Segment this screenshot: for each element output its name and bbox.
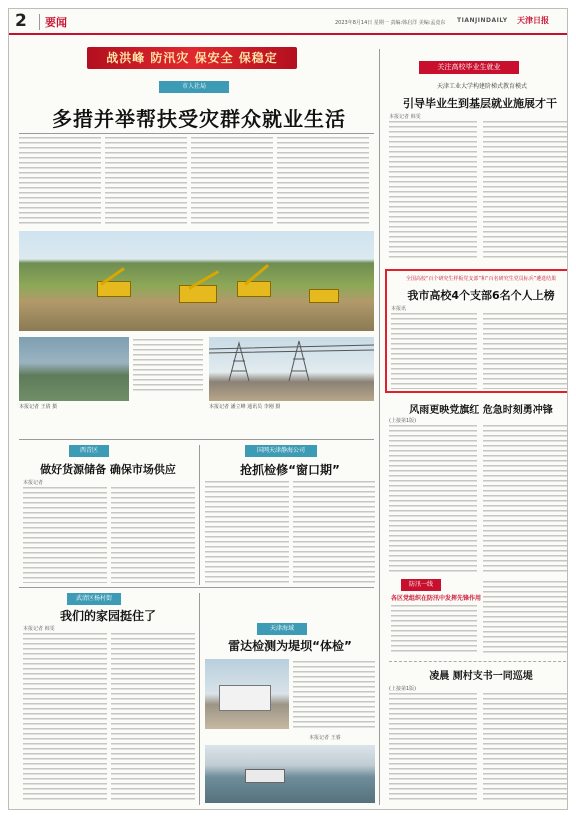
slogan-text: 战洪峰 防汛灾 保安全 保稳定 [106, 51, 278, 65]
power-tower-photo [209, 337, 374, 401]
page-header [9, 9, 568, 35]
story-body [23, 487, 107, 583]
tower-icon [209, 337, 374, 401]
lead-body-col-1 [19, 137, 101, 225]
vehicle-shape [245, 769, 285, 783]
story-body [293, 481, 375, 583]
story-body [205, 481, 289, 583]
story-body [483, 581, 568, 655]
lead-kicker: 市人社局 [159, 81, 229, 93]
excavator-shape [309, 289, 339, 303]
riverbank-photo [205, 745, 375, 803]
slogan-banner [87, 47, 297, 69]
excavator-shape [179, 285, 217, 303]
newspaper-logo: 天津日报 [517, 15, 549, 25]
column-rule [379, 49, 380, 805]
brand-name: TIANJINDAILY [457, 17, 508, 24]
story-headline: 做好货源储备 确保市场供应 [40, 463, 176, 476]
story-kicker: 天津海域 [257, 623, 307, 635]
story-headline: 我们的家园挺住了 [59, 609, 156, 623]
story-headline: 凌晨 厕村支书一同巡堤 [429, 671, 533, 682]
story-byline: (上接第1版) [389, 686, 417, 692]
story-byline: 本报记者 王睿 [309, 735, 341, 741]
story-headline: 各区党组织在防汛中发挥先锋作用 [391, 595, 482, 602]
photo-text [133, 339, 203, 391]
photo-caption-right: 本报记者 潘立峰 通讯员 李刚 摄 [209, 404, 281, 410]
radar-van-photo [205, 659, 289, 729]
column-rule [199, 593, 200, 805]
story-kicker: 防汛一线 [401, 579, 441, 591]
column-rule [199, 445, 200, 585]
divider [19, 133, 374, 134]
dashed-divider [389, 661, 568, 662]
lead-body-col-4 [277, 137, 369, 225]
story-headline: 风雨更映党旗红 危急时刻勇冲锋 [409, 405, 553, 416]
story-byline: 本报记者 韩雯 [23, 626, 55, 632]
highlight-byline: 本报讯 [391, 306, 407, 312]
story-byline: 本报记者 [23, 480, 44, 486]
story-body [391, 605, 477, 655]
excavator-photo [19, 231, 374, 331]
story-body [389, 121, 477, 261]
story-body [483, 425, 568, 575]
story-body [293, 661, 375, 731]
highlight-body [391, 313, 477, 389]
lead-headline: 多措并举帮扶受灾群众就业生活 [52, 107, 346, 131]
van-shape [219, 685, 271, 711]
divider [19, 439, 374, 440]
highlight-body [483, 313, 568, 389]
story-kicker: 关注高校毕业生就业 [419, 61, 519, 74]
date-line: 2023年8月14日 星期一 责编:韩启洋 美编:孟竟东 [335, 20, 446, 26]
page-number: 2 [15, 11, 27, 31]
story-byline: (上接第1版) [389, 418, 417, 424]
story-kicker: 国网天津静海公司 [245, 445, 317, 457]
relief-photo [19, 337, 129, 401]
lead-body-col-2 [105, 137, 187, 225]
story-body [23, 633, 107, 803]
story-subtitle: 天津工业大学构建阶梯式教育模式 [436, 83, 527, 90]
highlight-headline: 我市高校4个支部6名个人上榜 [407, 289, 555, 302]
story-body [483, 693, 568, 803]
story-body [389, 693, 477, 803]
lead-body-col-3 [191, 137, 273, 225]
photo-caption-left: 本报记者 王倩 摄 [19, 404, 58, 410]
story-headline: 抢抓检修“窗口期” [240, 463, 340, 477]
excavator-shape [237, 281, 271, 297]
story-body [111, 487, 195, 583]
story-body [483, 121, 568, 261]
story-headline: 引导毕业生到基层就业施展才干 [403, 97, 557, 110]
story-headline: 雷达检测为堤坝“体检” [228, 639, 352, 653]
story-kicker: 武清区杨村街 [67, 593, 121, 605]
story-kicker: 西青区 [69, 445, 109, 457]
highlight-subtitle: 全国高校“百个研究生样板党支部”和“百名研究生党员标兵”遴选结果 [405, 276, 557, 282]
divider [19, 587, 374, 588]
story-body [389, 425, 477, 575]
story-body [111, 633, 195, 803]
section-name: 要闻 [39, 14, 67, 30]
newspaper-page [8, 8, 568, 810]
story-byline: 本报记者 韩雯 [389, 114, 421, 120]
